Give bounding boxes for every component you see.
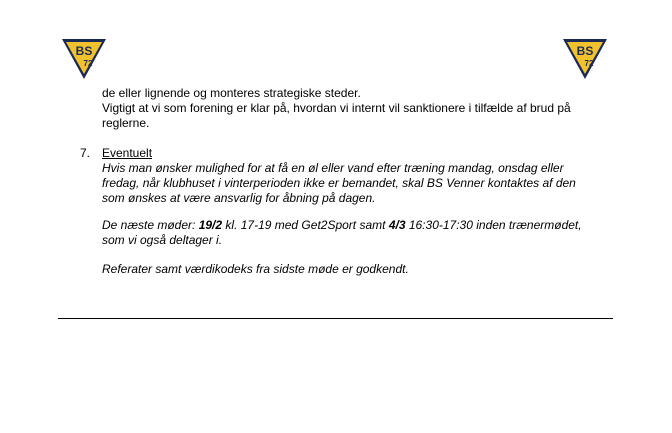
horizontal-rule bbox=[58, 318, 613, 319]
logo-text-bottom: 72 bbox=[584, 59, 594, 68]
text-line: fredag, når klubhuset i vinterperioden ikke er bemandet, skal BS Venner kontaktes af den bbox=[102, 176, 576, 190]
meeting-date: 4/3 bbox=[388, 218, 406, 232]
bs72-logo-left bbox=[60, 37, 108, 81]
paragraph-eventuelt bbox=[102, 161, 622, 206]
paragraph-sanctions bbox=[102, 86, 622, 131]
text-line: som ønskes at være ansvarlig for åbning på dagen. bbox=[102, 191, 376, 205]
paragraph-closing bbox=[102, 262, 622, 277]
logo-text-top: BS bbox=[576, 44, 594, 58]
logo-text-bottom: 72 bbox=[83, 59, 93, 68]
text-line: Vigtigt at vi som forening er klar på, hvordan vi internt vil sanktionere i tilfælde af brud på bbox=[102, 101, 571, 115]
paragraph-meetings bbox=[102, 218, 622, 248]
item-title: Eventuelt bbox=[102, 146, 153, 160]
item-number: 7. bbox=[80, 146, 91, 160]
text-line: Referater samt værdikodeks fra sidste møde er godkendt. bbox=[102, 262, 409, 276]
text-line: Hvis man ønsker mulighed for at få en øl eller vand efter træning mandag, onsdag eller bbox=[102, 161, 564, 175]
meetings-text: 16:30-17:30 inden trænermødet, bbox=[405, 218, 582, 232]
text-line: reglerne. bbox=[102, 116, 150, 130]
text-line: de eller lignende og monteres strategiske steder. bbox=[102, 86, 361, 100]
text-line: som vi også deltager i. bbox=[102, 233, 223, 247]
text-line bbox=[102, 218, 622, 233]
meetings-text: kl. 17-19 med Get2Sport samt bbox=[222, 218, 389, 232]
bs72-logo-right bbox=[561, 37, 609, 81]
meetings-text: De næste møder: bbox=[102, 218, 199, 232]
logo-text-top: BS bbox=[75, 44, 93, 58]
meeting-date: 19/2 bbox=[198, 218, 223, 232]
